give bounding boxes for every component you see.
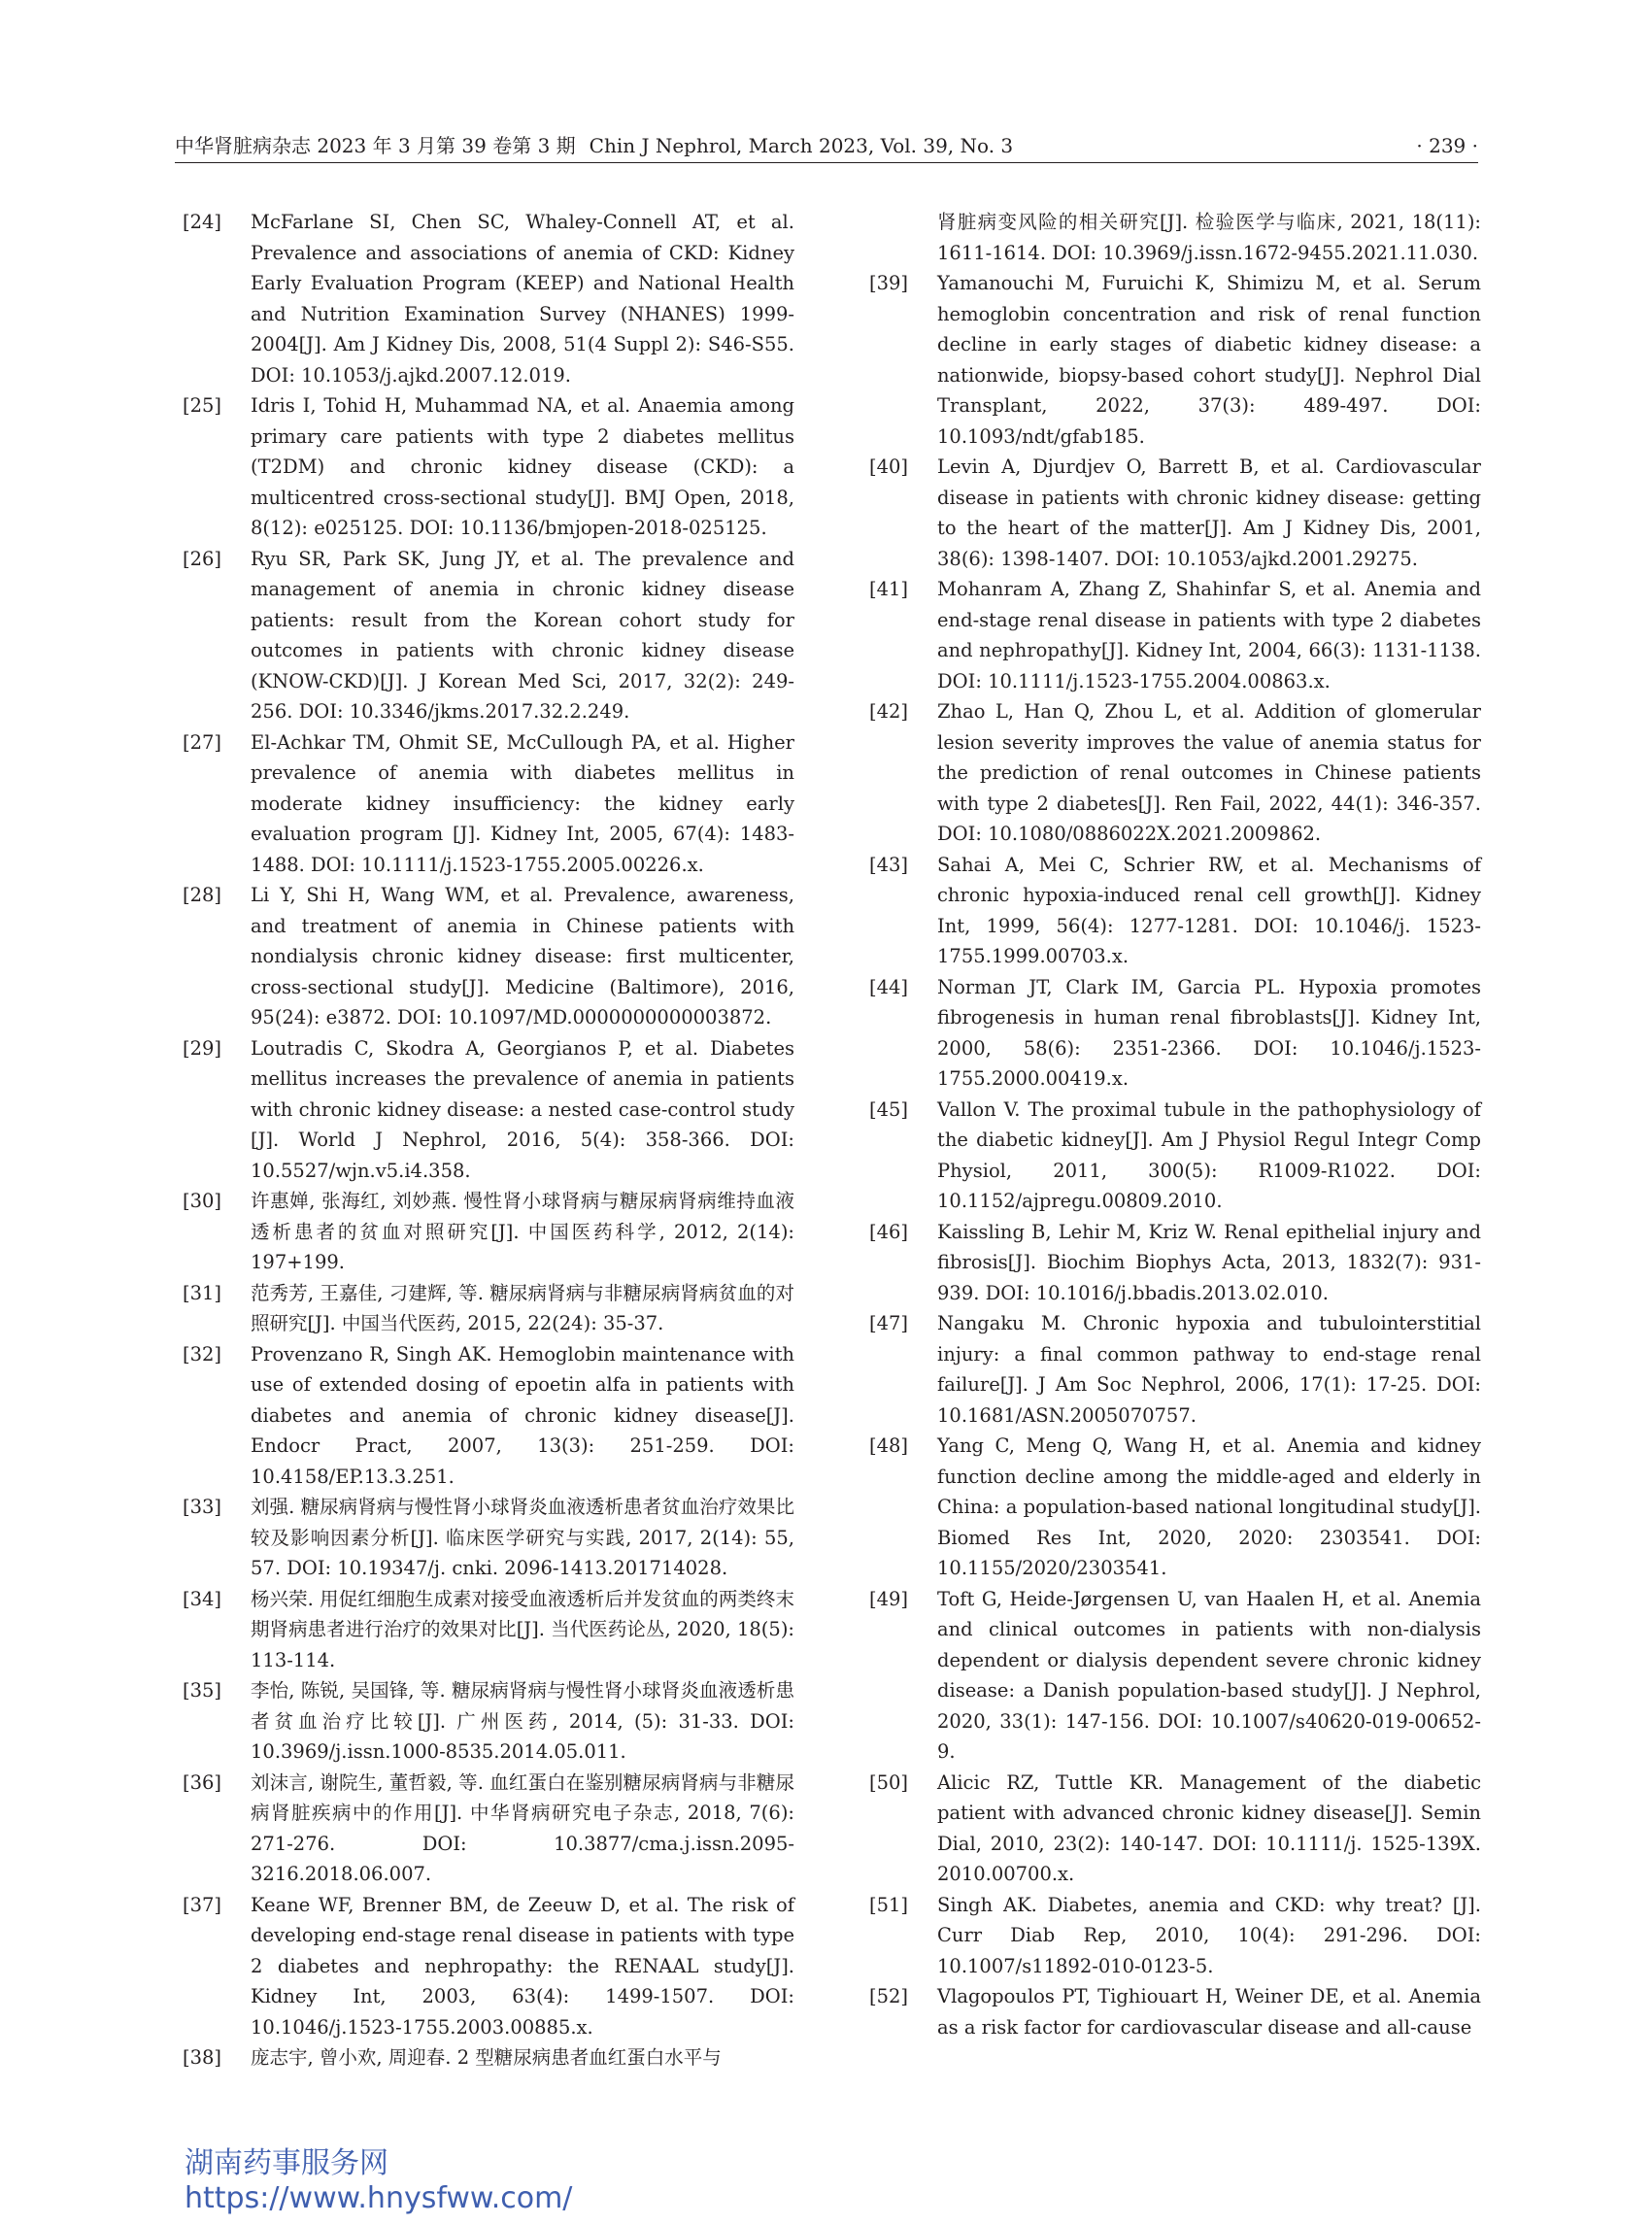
reference-number: [33] <box>183 1496 222 1518</box>
reference-entry <box>183 544 794 727</box>
reference-number: [45] <box>869 1097 909 1121</box>
reference-number: [51] <box>869 1893 909 1916</box>
watermark-footer <box>185 2146 572 2216</box>
reference-entry <box>869 1890 1481 1982</box>
reference-text: 刘沫言, 谢院生, 董哲毅, 等. 血红蛋白在鉴别糖尿病肾病与非糖尿病肾脏疾病中的作用[J]. 中华肾病研究电子杂志, 2018, 7(6): 271-276. DOI: 10.3877/cma.j.issn.2095-3216.2018.06.007. <box>251 1770 794 1885</box>
reference-text: Toft G, Heide-Jørgensen U, van Haalen H, et al. Anemia and clinical outcomes in patients with non-dialysis dependent or dialysis dependent severe chronic kidney disease: a Danish population-based study[J]. J Nephrol, 2020, 33(1): 147-156. DOI: 10.1007/s40620-019-00652-9. <box>937 1587 1481 1763</box>
reference-text: 许惠婵, 张海红, 刘妙燕. 慢性肾小球肾病与糖尿病肾病维持血液透析患者的贫血对照研究[J]. 中国医药科学, 2012, 2(14): 197+199. <box>251 1190 794 1273</box>
reference-entry <box>869 1981 1481 2042</box>
reference-number: [27] <box>183 730 222 754</box>
reference-number: [41] <box>869 578 909 600</box>
reference-text: Singh AK. Diabetes, anemia and CKD: why treat? [J]. Curr Diab Rep, 2010, 10(4): 291-296. DOI: 10.1007/s11892-010-0123-5. <box>937 1893 1481 1977</box>
reference-entry <box>183 1033 794 1187</box>
reference-number: [38] <box>183 2046 222 2069</box>
reference-text: Ryu SR, Park SK, Jung JY, et al. The prevalence and management of anemia in chronic kidney disease patients: result from the Korean cohort study for outcomes in patients with chronic kidney disease (KNOW-CKD)[J]. J Korean Med Sci, 2017, 32(2): 249-256. DOI: 10.3346/jkms.2017.32.2.249. <box>251 547 794 723</box>
reference-number: [35] <box>183 1679 222 1702</box>
reference-entry <box>183 1675 794 1768</box>
running-header <box>175 129 1478 163</box>
reference-entry <box>869 850 1481 972</box>
reference-entry <box>183 1278 794 1339</box>
watermark-site-url[interactable]: https://www.hnysfww.com/ <box>185 2181 573 2215</box>
reference-number: [28] <box>183 884 222 906</box>
reference-entry <box>869 1095 1481 1217</box>
reference-number: [52] <box>869 1985 909 2007</box>
references-right-column <box>869 207 1481 2042</box>
reference-text: Vlagopoulos PT, Tighiouart H, Weiner DE, et al. Anemia as a risk factor for cardiovascular disease and all-cause <box>937 1985 1481 2039</box>
reference-entry <box>869 1584 1481 1768</box>
reference-text: 刘强. 糖尿病肾病与慢性肾小球肾炎血液透析患者贫血治疗效果比较及影响因素分析[J]. 临床医学研究与实践, 2017, 2(14): 55, 57. DOI: 10.19347/j. cnki. 2096-1413.201714028. <box>251 1496 794 1579</box>
reference-entry <box>183 880 794 1033</box>
reference-number: [48] <box>869 1434 909 1457</box>
reference-text: Norman JT, Clark IM, Garcia PL. Hypoxia promotes fibrogenesis in human renal fibroblasts[J]. Kidney Int, 2000, 58(6): 2351-2366. DOI: 10.1046/j.1523-1755.2000.00419.x. <box>937 975 1481 1090</box>
reference-number: [34] <box>183 1587 222 1610</box>
reference-entry <box>183 1890 794 2043</box>
reference-text: Yang C, Meng Q, Wang H, et al. Anemia and kidney function decline among the middle-aged and elderly in China: a population-based national longitudinal study[J]. Biomed Res Int, 2020, 2020: 2303541. DOI: 10.1155/2020/2303541. <box>937 1434 1481 1579</box>
reference-entry <box>183 1768 794 1890</box>
reference-entry <box>869 1217 1481 1309</box>
reference-entry <box>869 574 1481 696</box>
reference-text: Keane WF, Brenner BM, de Zeeuw D, et al. The risk of developing end-stage renal disease in patients with type 2 diabetes and nephropathy: the RENAAL study[J]. Kidney Int, 2003, 63(4): 1499-1507. DOI: 10.1046/j.1523-1755.2003.00885.x. <box>251 1893 794 2039</box>
reference-text: Kaissling B, Lehir M, Kriz W. Renal epithelial injury and fibrosis[J]. Biochim Biophys Acta, 2013, 1832(7): 931-939. DOI: 10.1016/j.bbadis.2013.02.010. <box>937 1220 1481 1304</box>
reference-entry <box>183 1584 794 1676</box>
reference-entry <box>869 1768 1481 1890</box>
reference-entry <box>869 452 1481 574</box>
reference-text: 李怡, 陈锐, 吴国锋, 等. 糖尿病肾病与慢性肾小球肾炎血液透析患者贫血治疗比较[J]. 广州医药, 2014, (5): 31-33. DOI: 10.3969/j.issn.1000-8535.2014.05.011. <box>251 1679 794 1763</box>
reference-entry <box>183 1339 794 1493</box>
journal-title-en: Chin J Nephrol, March 2023, Vol. 39, No. 3 <box>589 134 1014 157</box>
reference-number: [24] <box>183 211 222 233</box>
reference-entry <box>869 207 1481 268</box>
reference-number: [26] <box>183 547 222 570</box>
reference-number: [46] <box>869 1220 909 1243</box>
reference-entry <box>183 727 794 881</box>
reference-number: [47] <box>869 1312 909 1334</box>
reference-text: Sahai A, Mei C, Schrier RW, et al. Mechanisms of chronic hypoxia-induced renal cell growth[J]. Kidney Int, 1999, 56(4): 1277-1281. DOI: 10.1046/j. 1523-1755.1999.00703.x. <box>937 853 1481 967</box>
reference-text: Provenzano R, Singh AK. Hemoglobin maintenance with use of extended dosing of epoetin alfa in patients with diabetes and anemia of chronic kidney disease[J]. Endocr Pract, 2007, 13(3): 251-259. DOI: 10.4158/EP.13.3.251. <box>251 1342 794 1488</box>
reference-text: 杨兴荣. 用促红细胞生成素对接受血液透析后并发贫血的两类终末期肾病患者进行治疗的效果对比[J]. 当代医药论丛, 2020, 18(5): 113-114. <box>251 1587 794 1671</box>
reference-number: [40] <box>869 455 909 478</box>
reference-entry <box>183 2042 794 2073</box>
watermark-site-name: 湖南药事服务网 <box>185 2146 388 2180</box>
reference-number: [36] <box>183 1770 222 1794</box>
reference-number: [44] <box>869 975 909 998</box>
reference-text: McFarlane SI, Chen SC, Whaley-Connell AT, et al. Prevalence and associations of anemia of CKD: Kidney Early Evaluation Program (KEEP) and National Health and Nutrition Examination Survey (NHANES) 1999-2004[J]. Am J Kidney Dis, 2008, 51(4 Suppl 2): S46-S55. DOI: 10.1053/j.ajkd.2007.12.019. <box>251 211 794 387</box>
reference-text: 肾脏病变风险的相关研究[J]. 检验医学与临床, 2021, 18(11): 1611-1614. DOI: 10.3969/j.issn.1672-9455.2021.11.030. <box>937 211 1481 264</box>
reference-text: Nangaku M. Chronic hypoxia and tubulointerstitial injury: a final common pathway to end-stage renal failure[J]. J Am Soc Nephrol, 2006, 17(1): 17-25. DOI: 10.1681/ASN.2005070757. <box>937 1312 1481 1427</box>
reference-number: [43] <box>869 853 909 876</box>
reference-number: [31] <box>183 1281 222 1304</box>
reference-number: [32] <box>183 1342 222 1365</box>
reference-text: Mohanram A, Zhang Z, Shahinfar S, et al. Anemia and end-stage renal disease in patients with type 2 diabetes and nephropathy[J]. Kidney Int, 2004, 66(3): 1131-1138. DOI: 10.1111/j.1523-1755.2004.00863.x. <box>937 578 1481 692</box>
reference-entry <box>869 1431 1481 1584</box>
reference-number: [50] <box>869 1770 909 1794</box>
reference-entry <box>183 1186 794 1278</box>
reference-number: [29] <box>183 1036 222 1060</box>
reference-text: Vallon V. The proximal tubule in the pathophysiology of the diabetic kidney[J]. Am J Physiol Regul Integr Comp Physiol, 2011, 300(5): R1009-R1022. DOI: 10.1152/ajpregu.00809.2010. <box>937 1097 1481 1212</box>
reference-number: [30] <box>183 1190 222 1212</box>
reference-entry <box>869 696 1481 850</box>
reference-text: Levin A, Djurdjev O, Barrett B, et al. Cardiovascular disease in patients with chronic kidney disease: getting to the heart of the matter[J]. Am J Kidney Dis, 2001, 38(6): 1398-1407. DOI: 10.1053/ajkd.2001.29275. <box>937 455 1481 570</box>
journal-info <box>175 129 1013 162</box>
reference-entry <box>183 1492 794 1584</box>
reference-text: Loutradis C, Skodra A, Georgianos P, et al. Diabetes mellitus increases the prevalence of anemia in patients with chronic kidney disease: a nested case-control study [J]. World J Nephrol, 2016, 5(4): 358-366. DOI: 10.5527/wjn.v5.i4.358. <box>251 1036 794 1182</box>
reference-number: [42] <box>869 700 909 723</box>
references-left-column <box>183 207 794 2073</box>
reference-entry <box>869 1308 1481 1431</box>
reference-text: Alicic RZ, Tuttle KR. Management of the diabetic patient with advanced chronic kidney disease[J]. Semin Dial, 2010, 23(2): 140-147. DOI: 10.1111/j. 1525-139X. 2010.00700.x. <box>937 1770 1481 1885</box>
reference-number: [37] <box>183 1893 222 1916</box>
reference-entry <box>869 268 1481 452</box>
reference-text: Zhao L, Han Q, Zhou L, et al. Addition of glomerular lesion severity improves the value of anemia status for the prediction of renal outcomes in Chinese patients with type 2 diabetes[J]. Ren Fail, 2022, 44(1): 346-357. DOI: 10.1080/0886022X.2021.2009862. <box>937 700 1481 845</box>
reference-text: 范秀芳, 王嘉佳, 刁建辉, 等. 糖尿病肾病与非糖尿病肾病贫血的对照研究[J]. 中国当代医药, 2015, 22(24): 35-37. <box>251 1281 794 1334</box>
reference-text: El-Achkar TM, Ohmit SE, McCullough PA, et al. Higher prevalence of anemia with diabetes mellitus in moderate kidney insufficiency: the kidney early evaluation program [J]. Kidney Int, 2005, 67(4): 1483-1488. DOI: 10.1111/j.1523-1755.2005.00226.x. <box>251 730 794 876</box>
reference-text: Li Y, Shi H, Wang WM, et al. Prevalence, awareness, and treatment of anemia in Chinese patients with nondialysis chronic kidney disease: first multicenter, cross-sectional study[J]. Medicine (Baltimore), 2016, 95(24): e3872. DOI: 10.1097/MD.0000000000003872. <box>251 884 794 1028</box>
page-number: · 239 · <box>1416 134 1478 157</box>
reference-entry <box>183 390 794 544</box>
reference-entry <box>183 207 794 390</box>
reference-text: Yamanouchi M, Furuichi K, Shimizu M, et al. Serum hemoglobin concentration and risk of renal function decline in early stages of diabetic kidney disease: a nationwide, biopsy-based cohort study[J]. Nephrol Dial Transplant, 2022, 37(3): 489-497. DOI: 10.1093/ndt/gfab185. <box>937 272 1481 448</box>
reference-number: [25] <box>183 394 222 417</box>
reference-number: [49] <box>869 1587 909 1610</box>
reference-number: [39] <box>869 272 909 294</box>
reference-text: Idris I, Tohid H, Muhammad NA, et al. Anaemia among primary care patients with type 2 diabetes mellitus (T2DM) and chronic kidney disease (CKD): a multicentred cross-sectional study[J]. BMJ Open, 2018, 8(12): e025125. DOI: 10.1136/bmjopen-2018-025125. <box>251 394 794 539</box>
reference-entry <box>869 972 1481 1095</box>
reference-text: 庞志宇, 曾小欢, 周迎春. 2 型糖尿病患者血红蛋白水平与 <box>251 2046 722 2069</box>
journal-title-cn: 中华肾脏病杂志 2023 年 3 月第 39 卷第 3 期 <box>175 134 576 157</box>
